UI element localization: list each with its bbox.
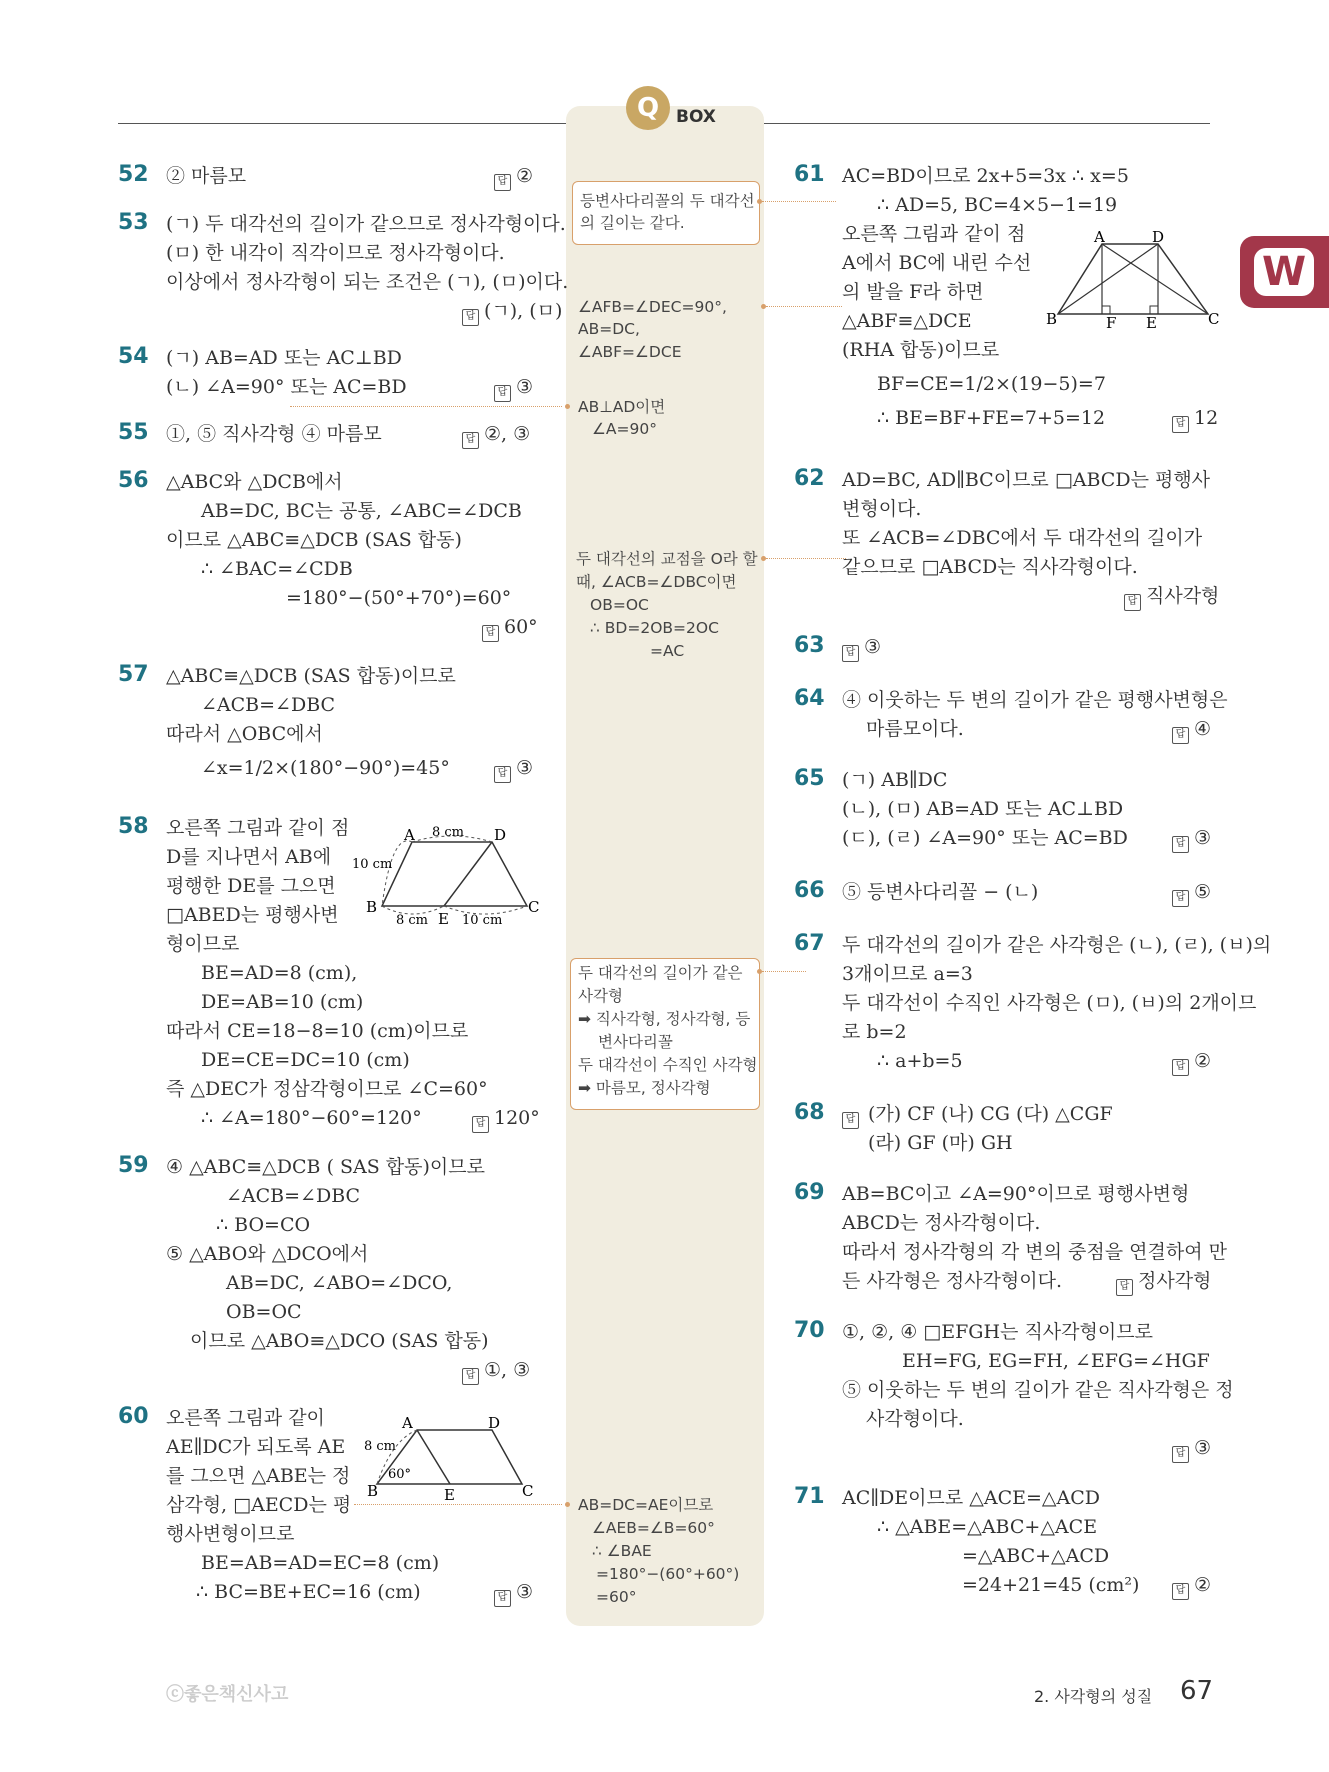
answer-text: ③ xyxy=(516,376,534,398)
problem-64-line: ④ 이웃하는 두 변의 길이가 같은 평행사변형은 xyxy=(842,689,1228,711)
problem-61-number: 61 xyxy=(794,162,825,187)
problem-67-line: 두 대각선이 수직인 사각형은 (ㅁ), (ㅂ)의 2개이므 xyxy=(842,992,1257,1014)
section-title: 2. 사각형의 성질 xyxy=(1034,1687,1153,1706)
problem-63-answer xyxy=(842,633,881,662)
problem-56-line: =180°−(50°+70°)=60° xyxy=(286,587,512,609)
answer-text: 12 xyxy=(1194,407,1219,429)
problem-67-answer xyxy=(1172,1047,1211,1076)
answer-icon: 답 xyxy=(1172,1446,1189,1463)
problem-58-line: 오른쪽 그림과 같이 점 xyxy=(166,817,350,839)
qbox-label: BOX xyxy=(676,107,716,127)
figure-61-label-a: A xyxy=(1094,228,1105,246)
problem-69-line: ABCD는 정사각형이다. xyxy=(842,1212,1041,1234)
note-2-line-1: ∠AFB=∠DEC=90°, xyxy=(578,298,727,316)
answer-icon: 답 xyxy=(1172,727,1189,744)
problem-61-line: AC=BD이므로 2x+5=3x ∴ x=5 xyxy=(842,165,1129,187)
header-rule-right xyxy=(762,123,1210,124)
note-5-line-6: ➡ 마름모, 정사각형 xyxy=(578,1079,711,1097)
answer-text: ③ xyxy=(1194,827,1212,849)
problem-62-answer xyxy=(1124,582,1219,611)
problem-55-line: ①, ⑤ 직사각형 ④ 마름모 xyxy=(166,423,382,445)
answer-text: ② xyxy=(1194,1574,1212,1596)
answer-text: ④ xyxy=(1194,718,1212,740)
problem-65-number: 65 xyxy=(794,766,825,791)
problem-58-line: D를 지나면서 AB에 xyxy=(166,846,332,868)
problem-60-line: ∴ BC=BE+EC=16 (cm) xyxy=(196,1581,421,1603)
problem-55-number: 55 xyxy=(118,420,149,445)
note-1-leader xyxy=(762,201,836,202)
problem-61-line: (RHA 합동)이므로 xyxy=(842,339,1000,361)
note-3-leader xyxy=(290,406,562,407)
figure-60-label-a: A xyxy=(402,1414,413,1432)
problem-56-line: ∴ ∠BAC=∠CDB xyxy=(201,558,353,580)
figure-61-label-e: E xyxy=(1146,314,1157,332)
answer-icon: 답 xyxy=(494,1590,511,1607)
figure-61-label-c: C xyxy=(1208,310,1220,328)
answer-text: ①, ③ xyxy=(484,1359,531,1381)
problem-71-line: ∴ △ABE=△ABC+△ACE xyxy=(877,1516,1098,1538)
problem-61-line: BF=CE=1/2×(19−5)=7 xyxy=(877,373,1106,395)
answer-icon: 답 xyxy=(1172,1059,1189,1076)
problem-59-line: ④ △ABC≡△DCB ( SAS 합동)이므로 xyxy=(166,1156,485,1178)
problem-66-number: 66 xyxy=(794,878,825,903)
answer-icon: 답 xyxy=(842,645,859,662)
problem-70-number: 70 xyxy=(794,1318,825,1343)
problem-59-line: OB=OC xyxy=(226,1301,302,1323)
problem-69-line: 따라서 정사각형의 각 변의 중점을 연결하여 만 xyxy=(842,1241,1227,1263)
note-6-line-5: =60° xyxy=(596,1588,637,1606)
problem-62-line: 또 ∠ACB=∠DBC에서 두 대각선의 길이가 xyxy=(842,527,1203,549)
problem-59-line: ∠ACB=∠DBC xyxy=(226,1185,361,1207)
problem-68-number: 68 xyxy=(794,1100,825,1125)
problem-58-line: ∴ ∠A=180°−60°=120° xyxy=(201,1107,422,1129)
problem-60-line: 행사변형이므로 xyxy=(166,1523,295,1545)
problem-71-line: =24+21=45 (cm²) xyxy=(962,1574,1140,1596)
problem-53-line: (ㅁ) 한 내각이 직각이므로 정사각형이다. xyxy=(166,242,505,264)
note-4-line-3: OB=OC xyxy=(590,596,649,614)
problem-53-number: 53 xyxy=(118,210,149,235)
problem-71-number: 71 xyxy=(794,1484,825,1509)
answer-text: ③ xyxy=(864,636,882,658)
problem-57-line: ∠x=1/2×(180°−90°)=45° xyxy=(201,757,450,779)
problem-70-line: ⑤ 이웃하는 두 변의 길이가 같은 직사각형은 정 xyxy=(842,1379,1234,1401)
note-4-line-1: 두 대각선의 교점을 O라 할 xyxy=(576,550,758,568)
problem-67-line: 두 대각선의 길이가 같은 사각형은 (ㄴ), (ㄹ), (ㅂ)의 xyxy=(842,934,1272,956)
problem-61-line: ∴ BE=BF+FE=7+5=12 xyxy=(877,407,1106,429)
figure-60-measure-angle: 60° xyxy=(388,1467,412,1482)
answer-text: ③ xyxy=(1194,1437,1212,1459)
answer-icon: 답 xyxy=(1172,1583,1189,1600)
figure-58-label-a: A xyxy=(404,826,415,844)
answer-text: ⑤ xyxy=(1194,881,1212,903)
problem-69-answer xyxy=(1116,1267,1211,1296)
answer-icon: 답 xyxy=(462,309,479,326)
problem-70-line: 사각형이다. xyxy=(866,1408,964,1430)
problem-58-line: 형이므로 xyxy=(166,933,240,955)
problem-61-line: A에서 BC에 내린 수선 xyxy=(842,252,1032,274)
answer-text: ③ xyxy=(516,1581,534,1603)
problem-60-line: BE=AB=AD=EC=8 (cm) xyxy=(201,1552,440,1574)
note-5-line-2: 사각형 xyxy=(578,987,623,1005)
note-1-line-1: 등변사다리꼴의 두 대각선 xyxy=(580,192,755,210)
w-logo-icon: W xyxy=(1254,248,1314,296)
answer-text: ② xyxy=(516,165,534,187)
figure-60-label-b: B xyxy=(367,1482,379,1500)
problem-68-line: (가) CF (나) CG (다) △CGF xyxy=(868,1103,1113,1125)
answer-text: 직사각형 xyxy=(1146,585,1220,607)
answer-icon: 답 xyxy=(1124,594,1141,611)
problem-57-line: 따라서 △OBC에서 xyxy=(166,723,323,745)
answer-icon: 답 xyxy=(462,432,479,449)
problem-60-line: AE∥DC가 되도록 AE xyxy=(166,1436,346,1458)
problem-70-line: ①, ②, ④ □EFGH는 직사각형이므로 xyxy=(842,1321,1153,1343)
problem-56-answer xyxy=(482,613,538,642)
figure-61-label-b: B xyxy=(1046,310,1058,328)
answer-text: 120° xyxy=(494,1107,540,1129)
problem-61-line: 오른쪽 그림과 같이 점 xyxy=(842,223,1026,245)
note-4-leader xyxy=(766,558,846,559)
answer-icon: 답 xyxy=(1116,1279,1133,1296)
answer-text: (ㄱ), (ㅁ) xyxy=(484,300,563,322)
problem-59-line: ∴ BO=CO xyxy=(216,1214,311,1236)
problem-69-line: AB=BC이고 ∠A=90°이므로 평행사변형 xyxy=(842,1183,1190,1205)
figure-58-label-d: D xyxy=(494,826,507,844)
problem-64-answer xyxy=(1172,715,1211,744)
problem-65-line: (ㄴ), (ㅁ) AB=AD 또는 AC⊥BD xyxy=(842,798,1124,820)
note-2-line-2: AB=DC, xyxy=(578,320,640,338)
note-5-line-1: 두 대각선의 길이가 같은 xyxy=(578,964,743,982)
problem-61-line: △ABF≡△DCE xyxy=(842,310,972,332)
answer-icon: 답 xyxy=(494,385,511,402)
problem-57-answer xyxy=(494,754,533,783)
problem-67-line: ∴ a+b=5 xyxy=(877,1050,963,1072)
answer-icon: 답 xyxy=(1172,890,1189,907)
figure-58-label-b: B xyxy=(366,898,378,916)
note-3-dot xyxy=(565,404,570,409)
problem-67-line: 3개이므로 a=3 xyxy=(842,963,973,985)
problem-61-line: 의 발을 F라 하면 xyxy=(842,281,984,303)
figure-60-label-d: D xyxy=(488,1414,501,1432)
figure-61-trapezoid xyxy=(1040,228,1220,332)
problem-71-line: AC∥DE이므로 △ACE=△ACD xyxy=(842,1487,1101,1509)
problem-64-number: 64 xyxy=(794,686,825,711)
figure-61-label-d: D xyxy=(1152,228,1165,246)
header-rule-left xyxy=(118,123,568,124)
problem-68-line: (라) GF (마) GH xyxy=(868,1132,1013,1154)
note-5-leader xyxy=(762,971,806,972)
answer-icon: 답 xyxy=(472,1116,489,1133)
problem-65-answer xyxy=(1172,824,1211,853)
problem-56-line: △ABC와 △DCB에서 xyxy=(166,471,343,493)
problem-70-line: EH=FG, EG=FH, ∠EFG=∠HGF xyxy=(902,1350,1210,1372)
answer-icon: 답 xyxy=(1172,416,1189,433)
answer-icon: 답 xyxy=(462,1368,479,1385)
note-6-line-3: ∴ ∠BAE xyxy=(592,1542,652,1560)
problem-59-line: 이므로 △ABO≡△DCO (SAS 합동) xyxy=(190,1330,489,1352)
answer-text: ②, ③ xyxy=(484,423,531,445)
problem-59-line: ⑤ △ABO와 △DCO에서 xyxy=(166,1243,369,1265)
figure-58-trapezoid xyxy=(352,822,540,932)
figure-60-measure-ab: 8 cm xyxy=(364,1439,397,1454)
figure-58-measure-be: 8 cm xyxy=(396,913,429,928)
note-4-line-4: ∴ BD=2OB=2OC xyxy=(590,619,719,637)
qbox-q-badge: Q xyxy=(626,86,670,130)
problem-60-line: 삼각형, □AECD는 평 xyxy=(166,1494,352,1516)
problem-58-line: BE=AD=8 (cm), xyxy=(201,962,358,984)
problem-60-line: 오른쪽 그림과 같이 xyxy=(166,1407,325,1429)
figure-58-label-e: E xyxy=(438,910,449,928)
problem-58-line: □ABED는 평행사변 xyxy=(166,904,339,926)
problem-56-line: 이므로 △ABC≡△DCB (SAS 합동) xyxy=(166,529,462,551)
note-5-line-5: 두 대각선이 수직인 사각형 xyxy=(578,1056,758,1074)
problem-62-line: 변형이다. xyxy=(842,498,922,520)
problem-57-line: △ABC≡△DCB (SAS 합동)이므로 xyxy=(166,665,456,687)
problem-56-number: 56 xyxy=(118,468,149,493)
answer-icon: 답 xyxy=(494,174,511,191)
problem-64-line: 마름모이다. xyxy=(866,718,964,740)
problem-54-number: 54 xyxy=(118,344,149,369)
problem-55-answer xyxy=(462,420,530,449)
problem-61-line: ∴ AD=5, BC=4×5−1=19 xyxy=(877,194,1118,216)
figure-60-label-c: C xyxy=(522,1482,534,1500)
note-5-line-4: 변사다리꼴 xyxy=(598,1033,673,1051)
problem-52-line: ② 마름모 xyxy=(166,165,247,187)
problem-58-line: DE=CE=DC=10 (cm) xyxy=(201,1049,410,1071)
problem-54-line: (ㄱ) AB=AD 또는 AC⊥BD xyxy=(166,347,402,369)
problem-58-number: 58 xyxy=(118,814,149,839)
note-3-line-1: AB⊥AD이면 xyxy=(578,398,666,416)
problem-58-answer xyxy=(472,1104,540,1133)
answer-icon: 답 xyxy=(842,1100,864,1129)
problem-57-line: ∠ACB=∠DBC xyxy=(201,694,336,716)
note-2-leader xyxy=(766,306,842,307)
problem-53-answer xyxy=(462,297,562,326)
problem-62-number: 62 xyxy=(794,466,825,491)
publisher-mark: ⓒ좋은책신사고 xyxy=(166,1684,289,1705)
answer-text: ② xyxy=(1194,1050,1212,1072)
note-6-line-2: ∠AEB=∠B=60° xyxy=(592,1519,715,1537)
note-6-line-4: =180°−(60°+60°) xyxy=(596,1565,740,1583)
note-3-line-2: ∠A=90° xyxy=(592,420,657,438)
note-2-line-3: ∠ABF=∠DCE xyxy=(578,343,682,361)
problem-69-number: 69 xyxy=(794,1180,825,1205)
problem-62-line: AD=BC, AD∥BC이므로 □ABCD는 평행사 xyxy=(842,469,1211,491)
problem-56-line: AB=DC, BC는 공통, ∠ABC=∠DCB xyxy=(201,500,522,522)
problem-58-line: 평행한 DE를 그으면 xyxy=(166,875,336,897)
problem-65-line: (ㄱ) AB∥DC xyxy=(842,769,948,791)
problem-71-line: =△ABC+△ACD xyxy=(962,1545,1110,1567)
problem-58-line: DE=AB=10 (cm) xyxy=(201,991,364,1013)
problem-67-number: 67 xyxy=(794,931,825,956)
problem-52-number: 52 xyxy=(118,162,149,187)
problem-52-answer xyxy=(494,162,533,191)
figure-58-measure-ad: 8 cm xyxy=(432,825,465,840)
problem-57-number: 57 xyxy=(118,662,149,687)
problem-54-line: (ㄴ) ∠A=90° 또는 AC=BD xyxy=(166,376,407,398)
problem-60-answer xyxy=(494,1578,533,1607)
figure-60-trapezoid xyxy=(362,1410,542,1510)
problem-71-answer xyxy=(1172,1571,1211,1600)
answer-text: 60° xyxy=(504,616,538,638)
problem-63-number: 63 xyxy=(794,633,825,658)
side-tab xyxy=(1240,236,1329,308)
answer-icon: 답 xyxy=(482,625,499,642)
problem-58-line: 따라서 CE=18−8=10 (cm)이므로 xyxy=(166,1020,469,1042)
figure-61-label-f: F xyxy=(1106,314,1117,332)
note-1-line-2: 의 길이는 같다. xyxy=(580,214,685,232)
problem-54-answer xyxy=(494,373,533,402)
problem-70-answer xyxy=(1172,1434,1211,1463)
problem-53-line: (ㄱ) 두 대각선의 길이가 같으므로 정사각형이다. xyxy=(166,213,566,235)
problem-61-answer xyxy=(1172,404,1218,433)
problem-66-line: ⑤ 등변사다리꼴 − (ㄴ) xyxy=(842,881,1039,903)
problem-59-number: 59 xyxy=(118,1153,149,1178)
answer-icon: 답 xyxy=(1172,836,1189,853)
problem-60-number: 60 xyxy=(118,1404,149,1429)
note-4-line-5: =AC xyxy=(650,642,685,660)
figure-58-label-c: C xyxy=(528,898,540,916)
problem-59-answer xyxy=(462,1356,530,1385)
answer-text: 정사각형 xyxy=(1138,1270,1212,1292)
problem-69-line: 든 사각형은 정사각형이다. xyxy=(842,1270,1063,1292)
problem-53-line: 이상에서 정사각형이 되는 조건은 (ㄱ), (ㅁ)이다. xyxy=(166,271,569,293)
answer-text: ③ xyxy=(516,757,534,779)
note-4-line-2: 때, ∠ACB=∠DBC이면 xyxy=(576,573,737,591)
problem-65-line: (ㄷ), (ㄹ) ∠A=90° 또는 AC=BD xyxy=(842,827,1128,849)
problem-62-line: 같으므로 □ABCD는 직사각형이다. xyxy=(842,556,1138,578)
figure-58-measure-ec: 10 cm xyxy=(462,913,503,928)
problem-60-line: 를 그으면 △ABE는 정 xyxy=(166,1465,351,1487)
problem-66-answer xyxy=(1172,878,1211,907)
figure-60-label-e: E xyxy=(444,1486,455,1504)
answer-icon: 답 xyxy=(494,766,511,783)
note-5-line-3: ➡ 직사각형, 정사각형, 등 xyxy=(578,1010,751,1028)
problem-59-line: AB=DC, ∠ABO=∠DCO, xyxy=(226,1272,453,1294)
note-6-dot xyxy=(565,1502,570,1507)
figure-58-measure-ab: 10 cm xyxy=(352,857,393,872)
problem-67-line: 로 b=2 xyxy=(842,1021,907,1043)
note-6-line-1: AB=DC=AE이므로 xyxy=(578,1496,714,1514)
problem-58-line: 즉 △DEC가 정삼각형이므로 ∠C=60° xyxy=(166,1078,488,1100)
page-number: 67 xyxy=(1180,1676,1214,1706)
